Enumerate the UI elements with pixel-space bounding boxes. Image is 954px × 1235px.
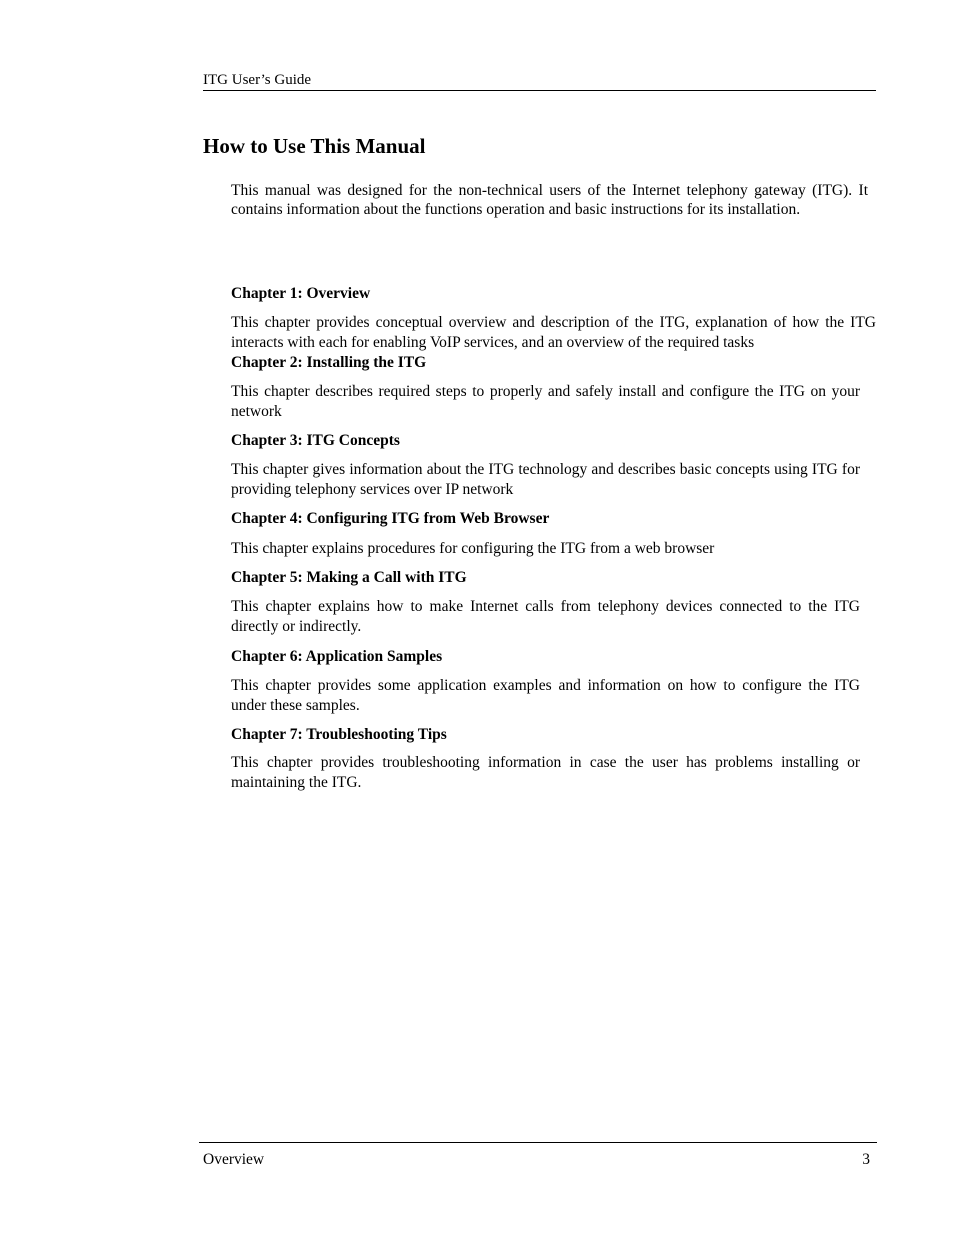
page-title: How to Use This Manual — [203, 134, 426, 158]
chapter-description: This chapter provides troubleshooting information in case the user has problems installing or maintaining the ITG. — [231, 754, 860, 791]
page-number: 3 — [862, 1151, 870, 1168]
chapter-heading: Chapter 3: ITG Concepts — [231, 432, 400, 449]
running-header-title: ITG User’s Guide — [203, 72, 312, 88]
intro-paragraph: This manual was designed for the non-technical users of the Internet telephony gateway (ITG). It contains information about the functions operation and basic instructions for its installation. — [231, 182, 868, 219]
running-footer — [199, 1142, 877, 1168]
chapter-description: This chapter provides some application examples and information on how to configure the ITG under these samples. — [231, 677, 860, 714]
chapter-description: This chapter provides conceptual overview and description of the ITG, explanation of how the ITG interacts with each for enabling VoIP services, and an overview of the required tasks — [231, 314, 876, 351]
chapter-heading: Chapter 1: Overview — [231, 285, 371, 302]
footer-section-name: Overview — [203, 1151, 265, 1168]
chapter-description: This chapter explains procedures for configuring the ITG from a web browser — [231, 540, 715, 557]
chapter-heading: Chapter 2: Installing the ITG — [231, 354, 427, 371]
chapter-heading: Chapter 6: Application Samples — [231, 648, 443, 665]
chapter-heading: Chapter 5: Making a Call with ITG — [231, 569, 467, 586]
chapter-heading: Chapter 4: Configuring ITG from Web Browser — [231, 510, 550, 527]
chapter-description: This chapter describes required steps to properly and safely install and configure the ITG on your network — [231, 383, 860, 420]
chapter-heading: Chapter 7: Troubleshooting Tips — [231, 726, 447, 743]
chapter-description: This chapter explains how to make Internet calls from telephony devices connected to the ITG directly or indirectly. — [231, 598, 860, 635]
chapter-description: This chapter gives information about the ITG technology and describes basic concepts using ITG for providing telephony services over IP network — [231, 461, 860, 498]
running-header — [203, 71, 876, 91]
